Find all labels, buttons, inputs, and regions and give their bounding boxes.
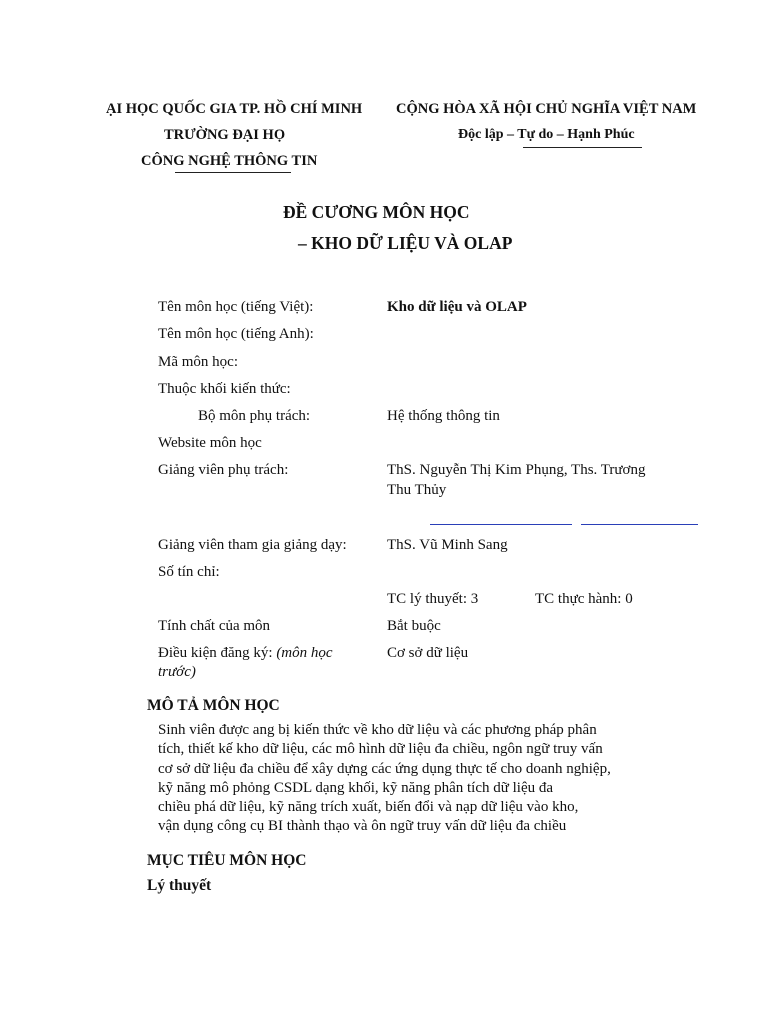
description-line: tích, thiết kế kho dữ liệu, các mô hình dữ liệu đa chiều, ngôn ngữ truy vấn: [158, 741, 603, 758]
lecturer-link-underline-1[interactable]: [430, 524, 572, 525]
header-right-underline: [523, 147, 642, 148]
document-title: ĐỀ CƯƠNG MÔN HỌC: [283, 202, 470, 222]
label-course-code: Mã môn học:: [158, 354, 238, 370]
label-department: Bộ môn phụ trách:: [198, 408, 311, 424]
label-credits: Số tín chỉ:: [158, 564, 220, 580]
label-prerequisite: [158, 645, 333, 662]
school-name-line1: TRƯỜNG ĐẠI HỌ: [164, 127, 286, 143]
value-name-vi: Kho dữ liệu và OLAP: [387, 299, 527, 315]
label-prerequisite-italic: (môn học: [276, 645, 333, 661]
label-co-lecturer: Giảng viên tham gia giảng dạy:: [158, 537, 347, 553]
label-course-type: Tính chất của môn: [158, 618, 271, 634]
header-left-underline: [175, 172, 291, 173]
description-line: vận dụng công cụ BI thành thạo và ôn ngữ truy vấn dữ liệu đa chiều: [158, 818, 567, 835]
school-name-line2: CÔNG NGHỆ THÔNG TIN: [141, 153, 318, 169]
label-prerequisite-cont: trước): [158, 664, 196, 680]
label-name-vi: Tên môn học (tiếng Việt):: [158, 299, 314, 315]
value-co-lecturer: ThS. Vũ Minh Sang: [387, 537, 508, 553]
subsection-theory: Lý thuyết: [147, 877, 212, 894]
value-theory-credits: TC lý thuyết: 3: [387, 591, 479, 607]
label-prerequisite-text: Điều kiện đăng ký:: [158, 645, 273, 661]
course-title: – KHO DỮ LIỆU VÀ OLAP: [298, 233, 513, 253]
value-lecturer-line1: ThS. Nguyễn Thị Kim Phụng, Ths. Trương: [387, 462, 646, 478]
value-prerequisite: Cơ sở dữ liệu: [387, 645, 469, 661]
description-paragraph: [158, 721, 656, 837]
university-name: ẠI HỌC QUỐC GIA TP. HỒ CHÍ MINH: [106, 101, 363, 117]
description-line: cơ sở dữ liệu đa chiều để xây dựng các ứng dụng thực tế cho doanh nghiệp,: [158, 760, 611, 777]
label-website: Website môn học: [158, 435, 262, 451]
country-name: CỘNG HÒA XÃ HỘI CHỦ NGHĨA VIỆT NAM: [396, 101, 697, 117]
label-knowledge-block: Thuộc khối kiến thức:: [158, 381, 291, 397]
label-lecturer: Giảng viên phụ trách:: [158, 462, 289, 478]
value-practice-credits: TC thực hành: 0: [535, 591, 633, 607]
national-motto: Độc lập – Tự do – Hạnh Phúc: [458, 127, 635, 142]
section-heading-objectives: MỤC TIÊU MÔN HỌC: [147, 852, 307, 869]
description-line: Sinh viên được ang bị kiến thức về kho dữ liệu và các phương pháp phân: [158, 722, 597, 738]
lecturer-link-underline-2[interactable]: [581, 524, 698, 525]
value-course-type: Bắt buộc: [387, 618, 441, 634]
value-lecturer-line2: Thu Thủy: [387, 482, 447, 498]
value-department: Hệ thống thông tin: [387, 408, 500, 424]
description-line: chiều phá dữ liệu, kỹ năng trích xuất, biến đổi và nạp dữ liệu vào kho,: [158, 799, 579, 816]
description-line: kỹ năng mô phỏng CSDL dạng khối, kỹ năng phân tích dữ liệu đa: [158, 779, 554, 796]
section-heading-description: MÔ TẢ MÔN HỌC: [147, 697, 280, 714]
label-name-en: Tên môn học (tiếng Anh):: [158, 326, 314, 342]
